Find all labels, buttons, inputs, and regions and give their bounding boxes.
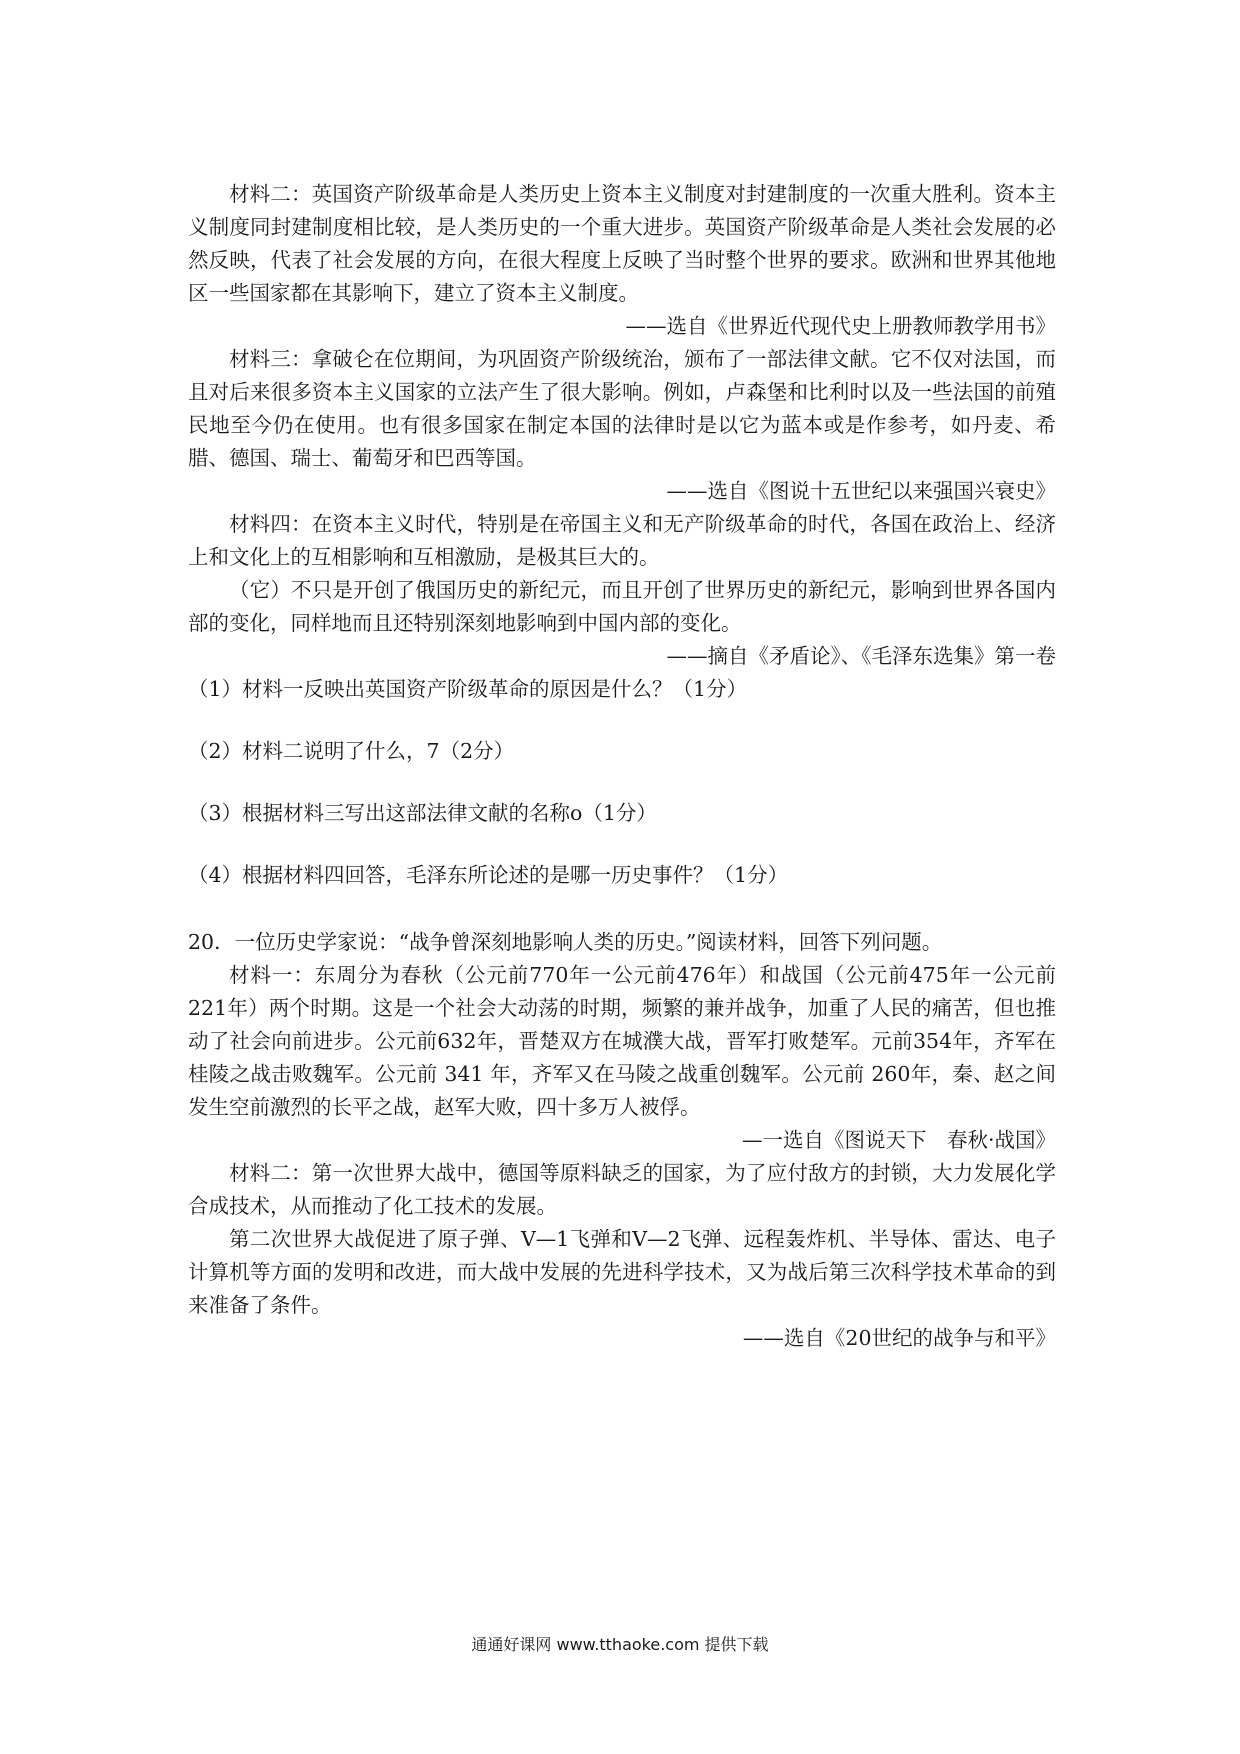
question-20-stem: 20．一位历史学家说：“战争曾深刻地影响人类的历史。”阅读材料，回答下列问题。 <box>188 930 943 954</box>
material-three-text: 材料三：拿破仑在位期间，为巩固资产阶级统治，颁布了一部法律文献。它不仅对法国，而且对后来很多资本主义国家的立法产生了很大影响。例如，卢森堡和比利时以及一些法国的前殖民地至今仍在使用。也有很多国家在制定本国的法律时是以它为蓝本或是作参考，如丹麦、希腊、德国、瑞士、葡萄牙和巴西等国。 <box>188 347 1056 470</box>
question-2: （2）材料二说明了什么，7（2分） <box>188 739 515 763</box>
question-1: （1）材料一反映出英国资产阶级革命的原因是什么？（1分） <box>188 677 748 701</box>
q20-material-one-text: 材料一：东周分为春秋（公元前770年一公元前476年）和战国（公元前475年一公元前221年）两个时期。这是一个社会大动荡的时期，频繁的兼并战争，加重了人民的痛苦，但也推动了社会向前进步。公元前632年，晋楚双方在城濮大战，晋军打败楚军。元前354年，齐军在桂陵之战击败魏军。公元前 341 年，齐军又在马陵之战重创魏军。公元前 260年，秦、赵之间发生空前激烈的长平之战，赵军大败，四十多万人被俘。 <box>188 963 1056 1119</box>
question-20-block <box>188 926 1056 1355</box>
material-four-text-b: （它）不只是开创了俄国历史的新纪元，而且开创了世界历史的新纪元，影响到世界各国内部的变化，同样地而且还特别深刻地影响到中国内部的变化。 <box>188 578 1056 635</box>
material-three-source: ——选自《图说十五世纪以来强国兴衰史》 <box>666 479 1056 503</box>
q20-material-two-source: ——选自《20世纪的战争与和平》 <box>742 1326 1056 1350</box>
page-footer: 通通好课网 www.tthaoke.com 提供下载 <box>471 1635 769 1654</box>
q20-material-one-source: —一选自《图说天下 春秋·战国》 <box>741 1128 1056 1152</box>
q20-material-two-text-a: 材料二：第一次世界大战中，德国等原料缺乏的国家，为了应付敌方的封锁，大力发展化学合成技术，从而推动了化工技术的发展。 <box>188 1161 1056 1218</box>
material-two-source: ——选自《世界近代现代史上册教师教学用书》 <box>625 314 1056 338</box>
material-two-text: 材料二：英国资产阶级革命是人类历史上资本主义制度对封建制度的一次重大胜利。资本主义制度同封建制度相比较，是人类历史的一个重大进步。英国资产阶级革命是人类社会发展的必然反映，代表了社会发展的方向，在很大程度上反映了当时整个世界的要求。欧洲和世界其他地区一些国家都在其影响下，建立了资本主义制度。 <box>188 182 1056 305</box>
material-four-text-a: 材料四：在资本主义时代，特别是在帝国主义和无产阶级革命的时代，各国在政治上、经济上和文化上的互相影响和互相激励，是极其巨大的。 <box>188 512 1056 569</box>
q20-material-two-text-b: 第二次世界大战促进了原子弹、V—1飞弹和V—2飞弹、远程轰炸机、半导体、雷达、电子计算机等方面的发明和改进，而大战中发展的先进科学技术，又为战后第三次科学技术革命的到来准备了条件。 <box>188 1227 1056 1317</box>
question-3: （3）根据材料三写出这部法律文献的名称o（1分） <box>188 801 657 825</box>
material-four-source: ——摘自《矛盾论》、《毛泽东选集》第一卷 <box>666 644 1056 668</box>
question-4: （4）根据材料四回答，毛泽东所论述的是哪一历史事件？（1分） <box>188 863 789 887</box>
materials-block-q19 <box>188 178 1056 892</box>
